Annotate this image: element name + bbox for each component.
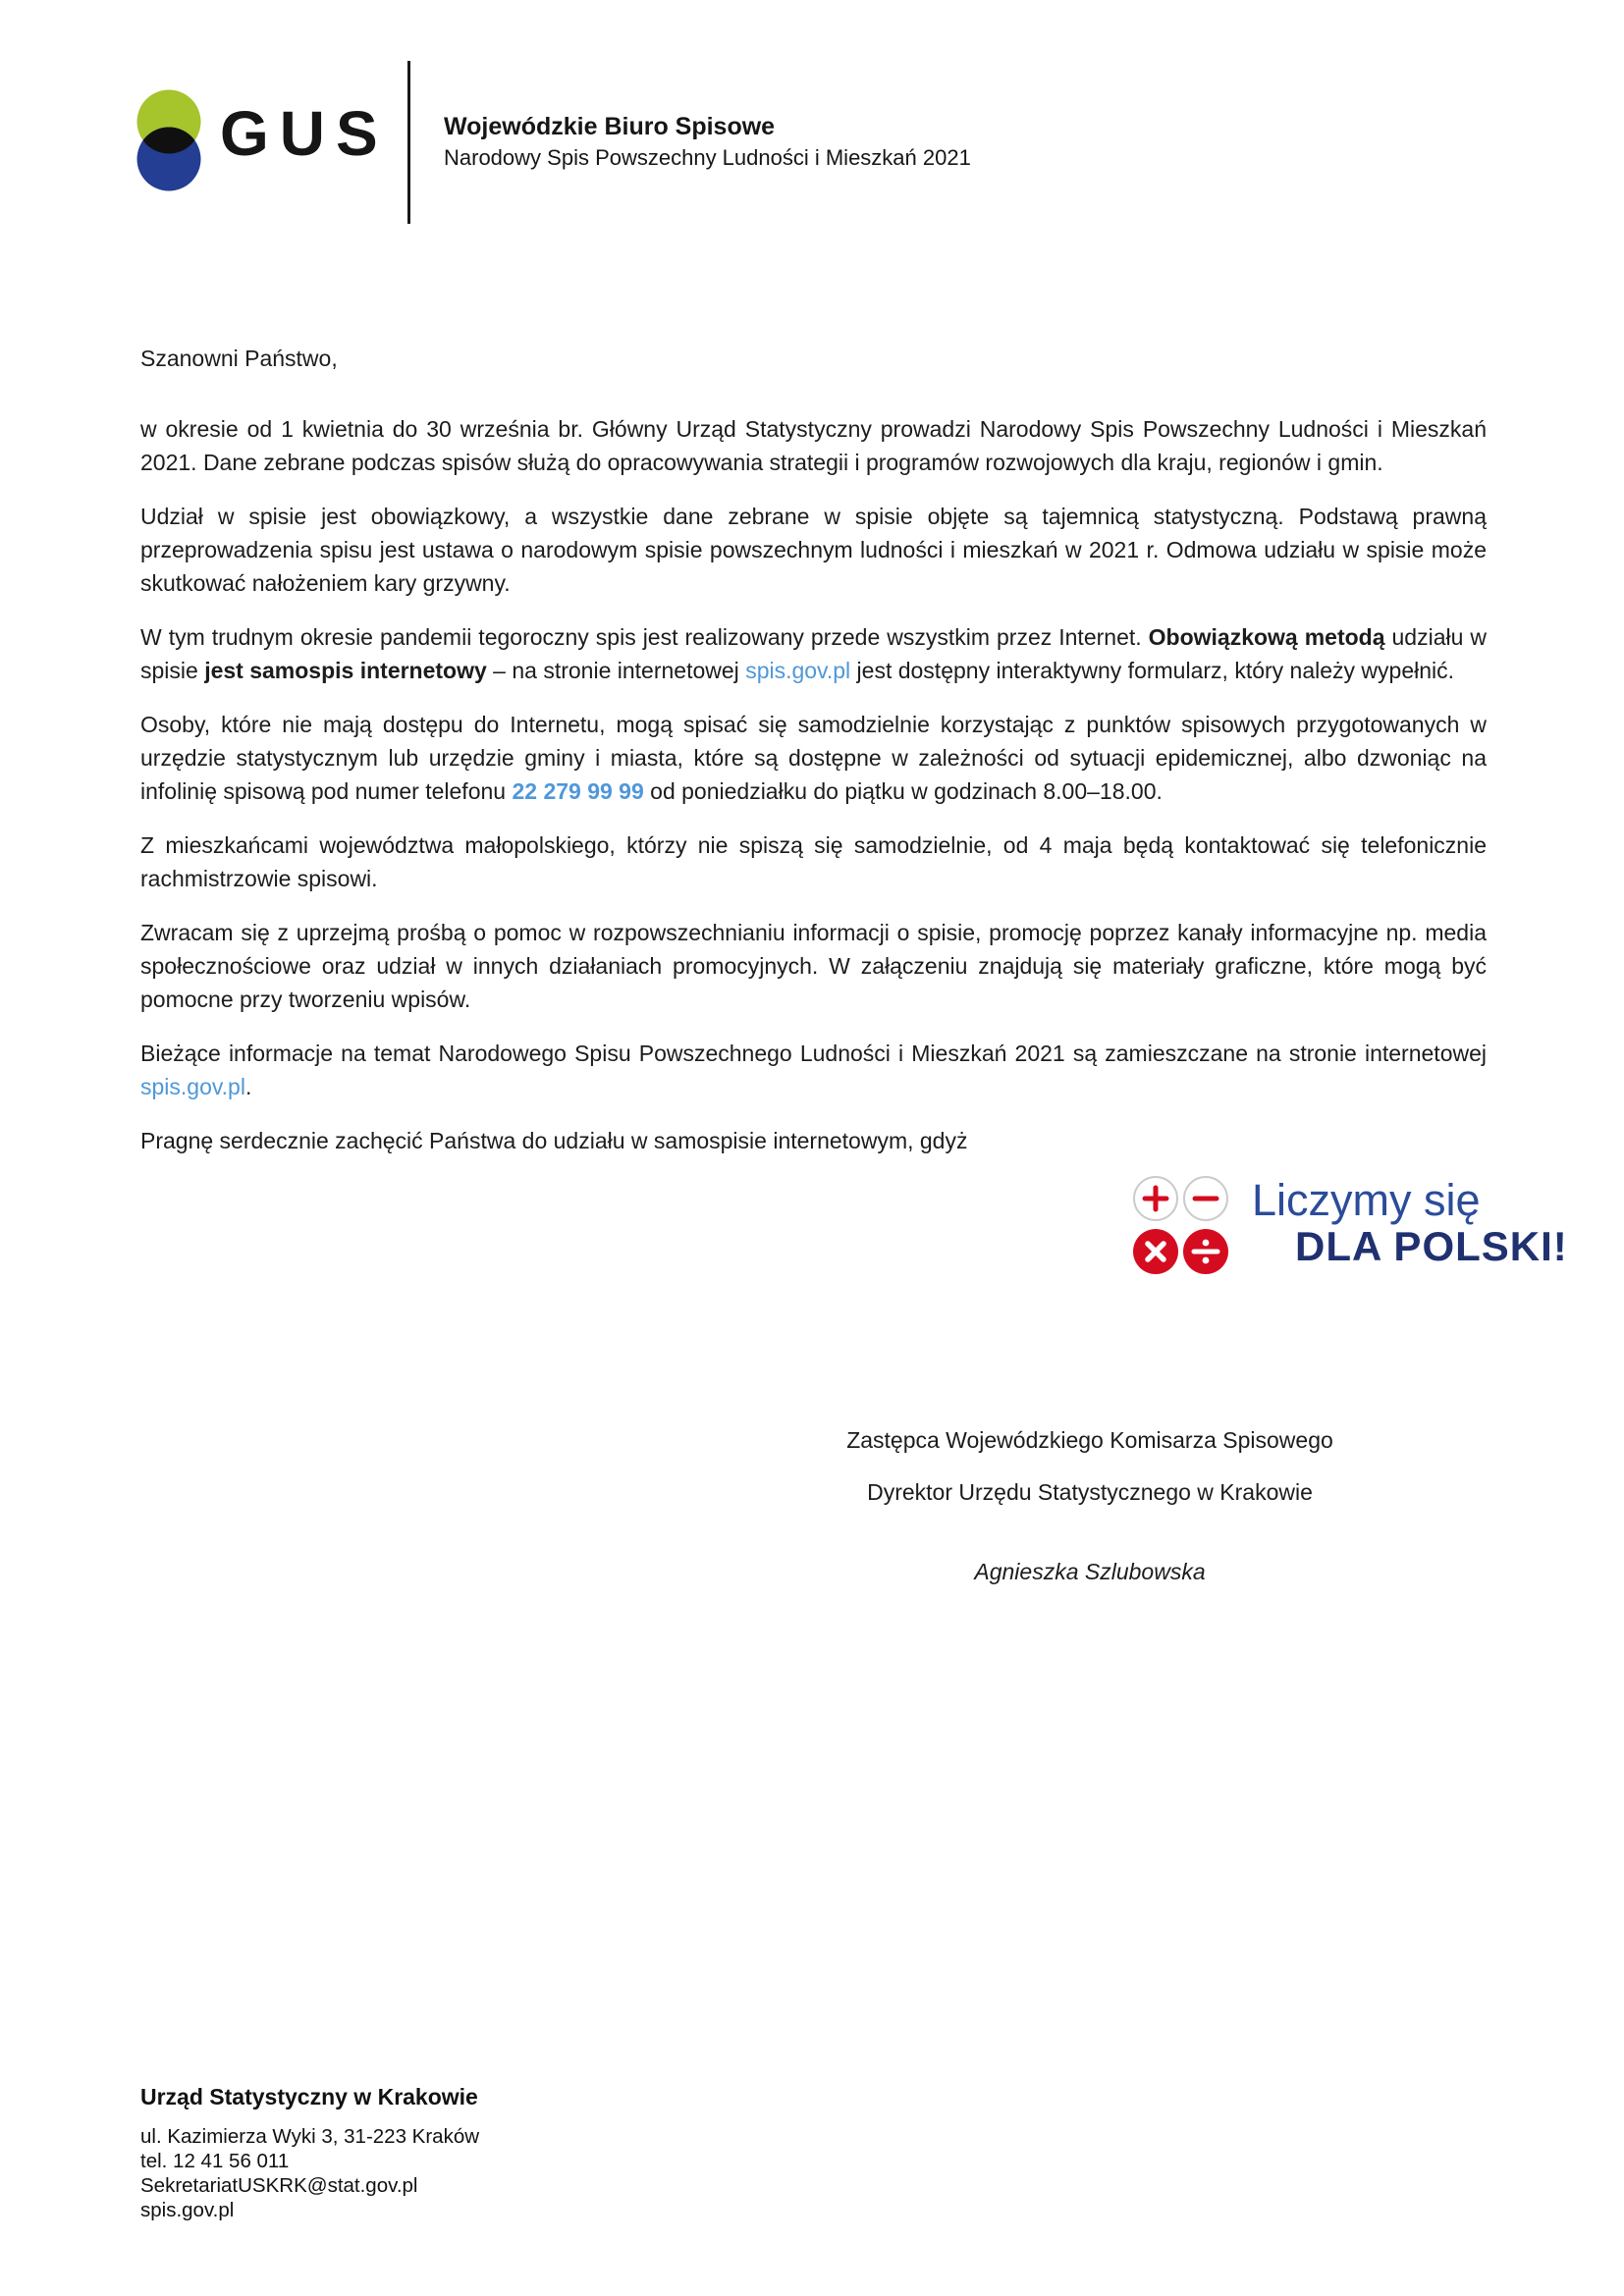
office-subtitle: Narodowy Spis Powszechny Ludności i Mieszkań 2021 — [444, 145, 971, 170]
promo-text — [1252, 1177, 1568, 1270]
divide-icon — [1183, 1229, 1228, 1274]
body-text: jest dostępny interaktywny formularz, który należy wypełnić. — [850, 658, 1455, 683]
paragraph — [140, 500, 1487, 600]
signature-block — [746, 1423, 1434, 1588]
spis-gov-pl-link[interactable]: spis.gov.pl — [140, 1074, 245, 1099]
signature-role-1: Zastępca Wojewódzkiego Komisarza Spisowego — [846, 1427, 1333, 1453]
body-text: Bieżące informacje na temat Narodowego Spisu Powszechnego Ludności i Mieszkań 2021 są zamieszczane na stronie internetowej — [140, 1041, 1487, 1066]
footer-phone-line: tel. 12 41 56 011 — [140, 2150, 290, 2172]
footer — [140, 2083, 479, 2222]
body-text: Udział w spisie jest obowiązkowy, a wszystkie dane zebrane w spisie objęte są tajemnicą statystyczną. Podstawą prawną przeprowadzenia spisu jest ustawa o narodowym spisie powszechnym ludności i mieszkań w 2021 r. Odmowa udziału w spisie może skutkować nałożeniem kary grzywny. — [140, 504, 1487, 596]
multiply-icon — [1133, 1229, 1178, 1274]
letter-paragraphs — [140, 412, 1487, 1157]
body-text: Pragnę serdecznie zachęcić Państwa do udziału w samospisie internetowym, gdyż — [140, 1128, 968, 1153]
salutation: Szanowni Państwo, — [140, 346, 338, 371]
body-text: Z mieszkańcami województwa małopolskiego, którzy nie spiszą się samodzielnie, od 4 maja będą kontaktować się telefonicznie rachmistrzowie spisowi. — [140, 832, 1487, 891]
promo-line-dla-polski: DLA POLSKI! — [1295, 1223, 1568, 1269]
footer-website-line: spis.gov.pl — [140, 2199, 235, 2221]
footer-address-line: ul. Kazimierza Wyki 3, 31-223 Kraków — [140, 2125, 480, 2148]
gus-logo-icon — [136, 89, 201, 191]
paragraph — [140, 1124, 1487, 1157]
liczymy-sie-dla-polski-logo — [1133, 1176, 1568, 1274]
plus-icon — [1133, 1176, 1178, 1221]
body-text: udziału w spisie — [140, 624, 1488, 683]
signature-role-2: Dyrektor Urzędu Statystycznego w Krakowie — [867, 1479, 1313, 1505]
letterhead-divider — [407, 61, 410, 224]
body-text: w okresie od 1 kwietnia do 30 września br. Główny Urząd Statystyczny prowadzi Narodowy Spis Powszechny Ludności i Mieszkań 2021. Dane zebrane podczas spisów służą do opracowywania strategii i programów rozwojowych dla kraju, regionów i gmin. — [140, 416, 1487, 475]
minus-icon — [1183, 1176, 1228, 1221]
paragraph — [140, 916, 1487, 1016]
footer-office-title: Urząd Statystyczny w Krakowie — [140, 2084, 478, 2109]
hotline-phone-link[interactable]: 22 279 99 99 — [512, 778, 644, 804]
footer-address-block — [140, 2124, 479, 2222]
bold-text: jest samospis internetowy — [204, 658, 487, 683]
paragraph — [140, 828, 1487, 895]
gus-wordmark: GUS — [220, 98, 389, 169]
body-text: Zwracam się z uprzejmą prośbą o pomoc w rozpowszechnianiu informacji o spisie, promocję poprzez kanały informacyjne np. media społecznościowe oraz udział w innych działaniach promocyjnych. W załączeniu znajdują się materiały graficzne, które mogą być pomocne przy tworzeniu wpisów. — [140, 920, 1487, 1012]
paragraph — [140, 620, 1487, 687]
office-name: Wojewódzkie Biuro Spisowe — [444, 113, 776, 140]
promo-line-liczymy-sie: Liczymy się — [1252, 1175, 1481, 1225]
bold-text: Obowiązkową metodą — [1148, 624, 1385, 650]
math-symbols-grid — [1133, 1176, 1228, 1274]
paragraph — [140, 1037, 1487, 1103]
signature-name: Agnieszka Szlubowska — [974, 1559, 1206, 1584]
body-text: W tym trudnym okresie pandemii tegoroczny spis jest realizowany przede wszystkim przez Internet. — [140, 624, 1149, 650]
body-text: od poniedziałku do piątku w godzinach 8.00–18.00. — [643, 778, 1163, 804]
paragraph — [140, 708, 1487, 808]
body-text: – na stronie internetowej — [486, 658, 746, 683]
letter-body — [140, 342, 1487, 1178]
paragraph — [140, 412, 1487, 479]
body-text: . — [244, 1074, 252, 1099]
footer-email-line: SekretariatUSKRK@stat.gov.pl — [140, 2174, 418, 2197]
spis-gov-pl-link[interactable]: spis.gov.pl — [745, 658, 851, 683]
body-text: Osoby, które nie mają dostępu do Internetu, mogą spisać się samodzielnie korzystając z punktów spisowych przygotowanych w urzędzie statystycznym lub urzędzie gminy i miasta, które są dostępne w zależności od sytuacji epidemicznej, albo dzwoniąc na infolinię spisową pod numer telefonu — [140, 712, 1487, 804]
